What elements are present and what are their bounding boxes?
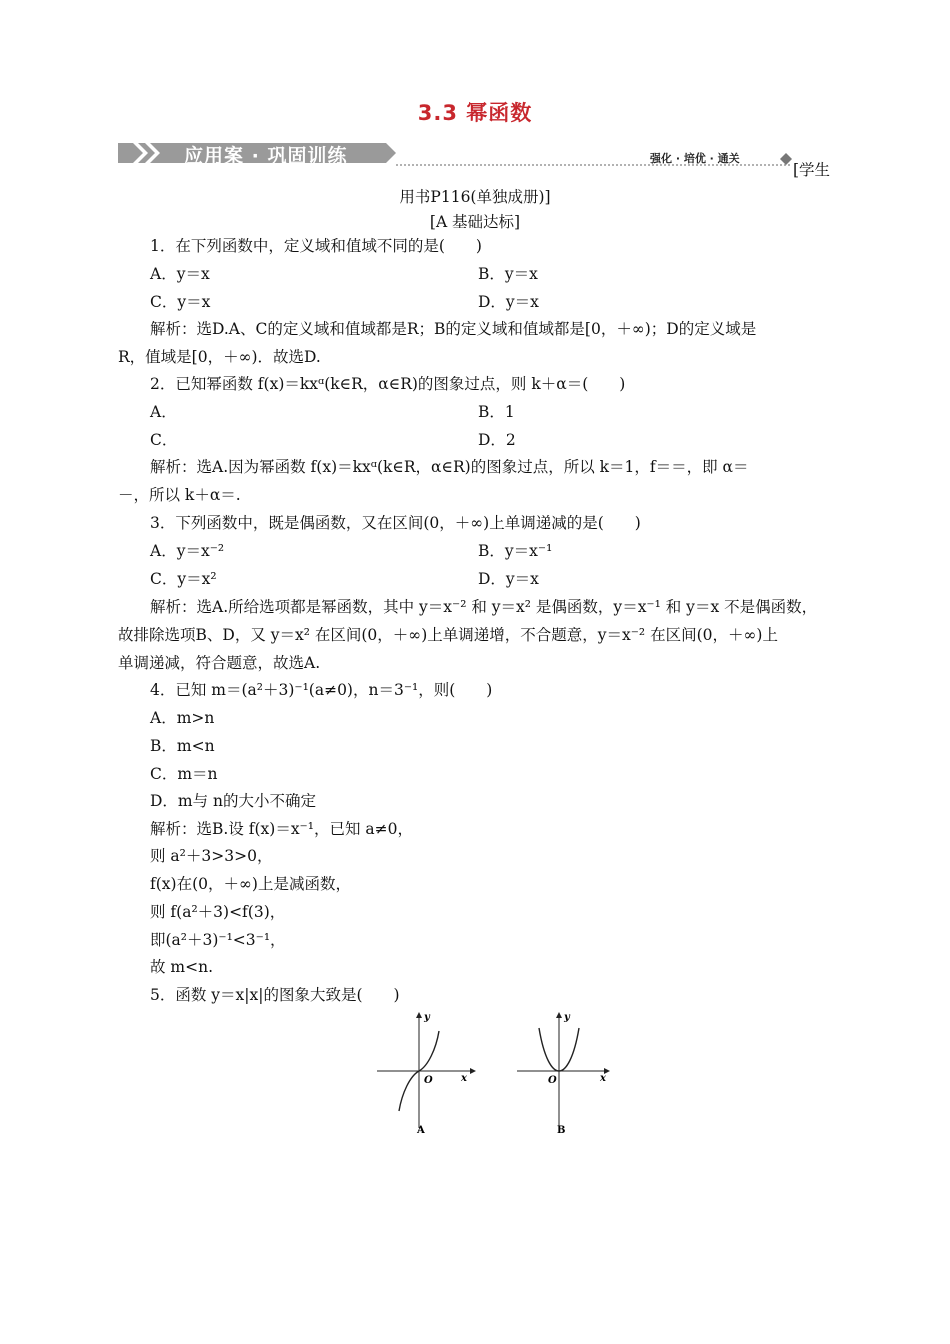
- q4-solution-1: 解析：选B.设 f(x)＝x⁻¹，已知 a≠0，: [150, 820, 413, 838]
- q2-solution-2: －，所以 k＋α＝.: [118, 486, 241, 504]
- graph-a-y-label: y: [424, 1012, 430, 1023]
- q1-solution-2: R，值域是[0，＋∞)．故选D.: [118, 348, 321, 366]
- header-line: 用书P116(单独成册)]: [399, 188, 551, 206]
- q1-option-a: A．y＝x: [150, 265, 210, 283]
- q4-option-b: B．m<n: [150, 737, 215, 755]
- q4-solution-4: 则 f(a²＋3)<f(3)，: [150, 903, 286, 921]
- q4-solution-6: 故 m<n.: [150, 958, 214, 976]
- graph-a-caption: A: [417, 1125, 425, 1136]
- q1-option-d: D．y＝x: [478, 293, 539, 311]
- q1-stem: 1．在下列函数中，定义域和值域不同的是( ): [150, 237, 482, 255]
- graph-b-x-label: x: [600, 1073, 606, 1084]
- page-title: 3.3 幂函数: [417, 101, 533, 125]
- q3-option-d: D．y＝x: [478, 570, 539, 588]
- graph-a: [372, 1008, 482, 1143]
- q3-solution-2: 故排除选项B、D，又 y＝x² 在区间(0，＋∞)上单调递增，不合题意，y＝x⁻² 在区间(0，＋∞)上: [118, 626, 778, 644]
- banner-tail: [学生: [793, 161, 831, 179]
- q2-option-c: C．: [150, 431, 178, 449]
- q3-option-a: A．y＝x⁻²: [150, 542, 225, 560]
- graph-b-y-label: y: [564, 1012, 570, 1023]
- q4-option-d: D．m与 n的大小不确定: [150, 792, 317, 810]
- graph-a-x-label: x: [461, 1073, 467, 1084]
- q4-stem: 4．已知 m＝(a²＋3)⁻¹(a≠0)，n＝3⁻¹，则( ): [150, 681, 493, 699]
- q3-solution-1: 解析：选A.所给选项都是幂函数，其中 y＝x⁻² 和 y＝x² 是偶函数，y＝x⁻¹ 和 y＝x 不是偶函数，: [150, 598, 818, 616]
- q4-solution-3: f(x)在(0，＋∞)上是减函数，: [150, 875, 351, 893]
- q1-option-c: C．y＝x: [150, 293, 211, 311]
- q1-option-b: B．y＝x: [478, 265, 538, 283]
- q3-solution-3: 单调递减，符合题意，故选A.: [118, 654, 321, 672]
- q2-solution-1: 解析：选A.因为幂函数 f(x)＝kxᵅ(k∈R，α∈R)的图象过点，所以 k＝1，f＝＝，即 α＝: [150, 458, 749, 476]
- q4-solution-2: 则 a²＋3>3>0，: [150, 847, 273, 865]
- graph-a-origin-label: O: [424, 1075, 433, 1086]
- q5-stem: 5．函数 y＝x|x|的图象大致是( ): [150, 986, 400, 1004]
- q2-stem: 2．已知幂函数 f(x)＝kxᵅ(k∈R，α∈R)的图象过点，则 k＋α＝( ): [150, 375, 626, 393]
- q2-option-d: D．2: [478, 431, 516, 449]
- section-label: [A 基础达标]: [429, 213, 521, 231]
- q4-solution-5: 即(a²＋3)⁻¹<3⁻¹，: [150, 931, 286, 949]
- q4-option-a: A．m>n: [150, 709, 215, 727]
- banner-label: 应用案 · 巩固训练: [184, 145, 348, 167]
- q4-option-c: C．m＝n: [150, 765, 218, 783]
- q3-stem: 3．下列函数中，既是偶函数，又在区间(0，＋∞)上单调递减的是( ): [150, 514, 641, 532]
- graph-b: [512, 1008, 622, 1143]
- q1-solution-1: 解析：选D.A、C的定义域和值域都是R；B的定义域和值域都是[0，＋∞)；D的定义域是: [150, 320, 757, 338]
- q3-option-b: B．y＝x⁻¹: [478, 542, 553, 560]
- q2-option-a: A．: [150, 403, 177, 421]
- graph-b-caption: B: [557, 1125, 566, 1136]
- q2-option-b: B．1: [478, 403, 515, 421]
- q3-option-c: C．y＝x²: [150, 570, 217, 588]
- graph-b-origin-label: O: [548, 1075, 557, 1086]
- banner-right-label: 强化 · 培优 · 通关: [650, 152, 740, 165]
